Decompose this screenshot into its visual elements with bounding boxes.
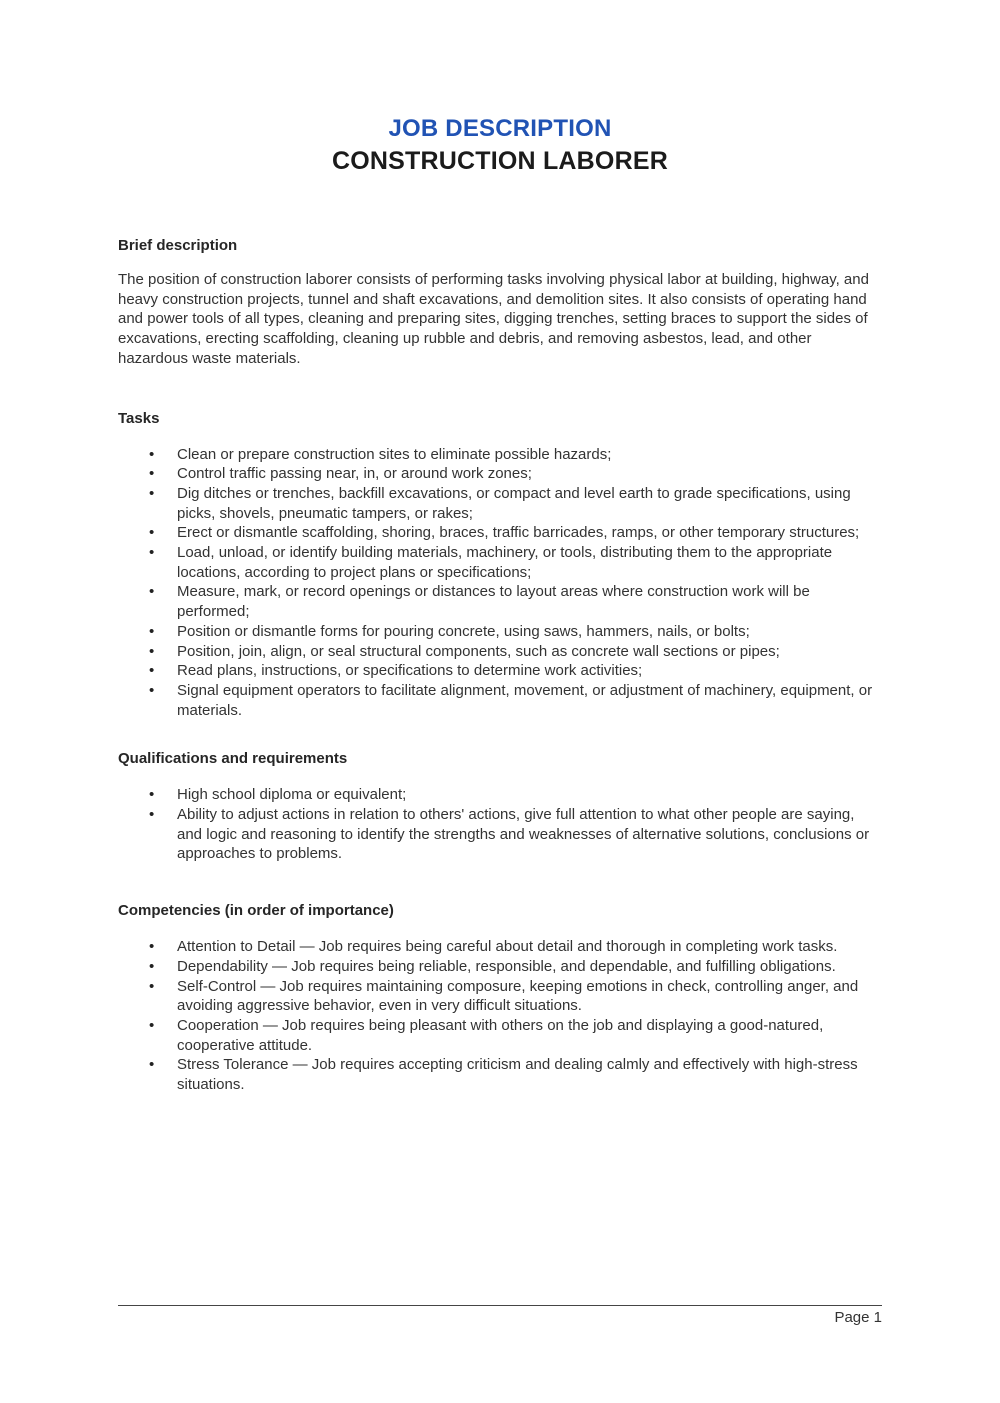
list-item: • Position, join, align, or seal structural components, such as concrete wall sections or pipes;: [149, 642, 882, 662]
tasks-list: [118, 445, 882, 721]
competencies-list: [118, 937, 882, 1095]
document-title-line2: CONSTRUCTION LABORER: [332, 147, 668, 175]
list-item: • Control traffic passing near, in, or around work zones;: [149, 464, 882, 484]
list-item: • Position or dismantle forms for pouring concrete, using saws, hammers, nails, or bolts;: [149, 622, 882, 642]
document-title-block: [118, 113, 882, 177]
list-item: • Read plans, instructions, or specifications to determine work activities;: [149, 661, 882, 681]
list-item: • Dig ditches or trenches, backfill excavations, or compact and level earth to grade specifications, using picks, shovels, pneumatic tampers, or rakes;: [149, 484, 882, 523]
brief-description-paragraph: The position of construction laborer consists of performing tasks involving physical labor at building, highway, and heavy construction projects, tunnel and shaft excavations, and demolition sites. It also consists of operating hand and power tools of all types, cleaning and preparing sites, digging trenches, setting braces to support the sides of excavations, erecting scaffolding, cleaning up rubble and debris, and removing asbestos, lead, and other hazardous waste materials.: [118, 271, 869, 367]
page-number: Page 1: [834, 1309, 882, 1326]
tasks-heading: Tasks: [118, 409, 160, 427]
list-item: • Signal equipment operators to facilitate alignment, movement, or adjustment of machinery, equipment, or materials.: [149, 681, 882, 720]
qualifications-heading: Qualifications and requirements: [118, 750, 348, 768]
brief-description-heading: Brief description: [118, 237, 238, 254]
competencies-heading: Competencies (in order of importance): [118, 902, 394, 920]
document-title-line1: JOB DESCRIPTION: [388, 115, 612, 142]
qualifications-list: [118, 785, 882, 864]
list-item: • Clean or prepare construction sites to eliminate possible hazards;: [149, 445, 882, 465]
list-item: • Load, unload, or identify building materials, machinery, or tools, distributing them to the appropriate locations, according to project plans or specifications;: [149, 543, 882, 582]
list-item: • Ability to adjust actions in relation to others' actions, give full attention to what other people are saying, and logic and reasoning to identify the strengths and weaknesses of alternative solutions, conclusions or approaches to problems.: [149, 805, 882, 864]
list-item: • Dependability — Job requires being reliable, responsible, and dependable, and fulfilling obligations.: [149, 957, 882, 977]
document-page: [0, 113, 1000, 1403]
list-item: • Self-Control — Job requires maintaining composure, keeping emotions in check, controlling anger, and avoiding aggressive behavior, even in very difficult situations.: [149, 977, 882, 1016]
list-item: • High school diploma or equivalent;: [149, 785, 882, 805]
footer-divider: [118, 1305, 882, 1327]
list-item: • Erect or dismantle scaffolding, shoring, braces, traffic barricades, ramps, or other temporary structures;: [149, 523, 882, 543]
list-item: • Cooperation — Job requires being pleasant with others on the job and displaying a good-natured, cooperative attitude.: [149, 1016, 882, 1055]
list-item: • Attention to Detail — Job requires being careful about detail and thorough in completing work tasks.: [149, 937, 882, 957]
list-item: • Stress Tolerance — Job requires accepting criticism and dealing calmly and effectively with high-stress situations.: [149, 1055, 882, 1094]
list-item: • Measure, mark, or record openings or distances to layout areas where construction work will be performed;: [149, 582, 882, 621]
